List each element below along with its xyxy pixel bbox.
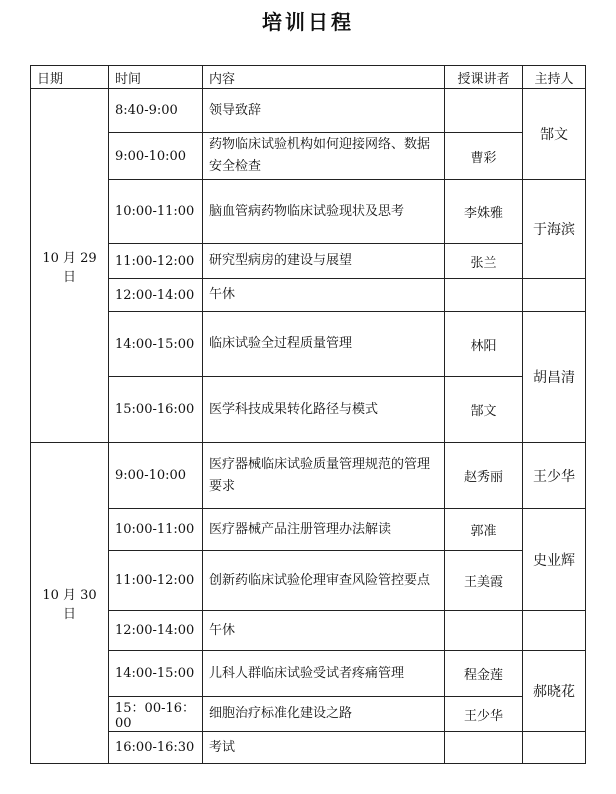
time-cell: 11:00-12:00 [109,551,203,611]
host-cell [523,279,586,312]
time-cell: 14:00-15:00 [109,312,203,377]
time-cell: 9:00-10:00 [109,133,203,180]
table-header-row [31,66,586,89]
host-cell: 郝晓花 [523,651,586,732]
table-row [31,732,586,764]
table-row [31,377,586,443]
topic-cell: 脑血管病药物临床试验现状及思考 [203,180,445,244]
time-cell: 16:00-16:30 [109,732,203,764]
header-time: 时间 [109,66,203,89]
host-cell: 胡昌清 [523,312,586,443]
topic-cell: 领导致辞 [203,89,445,133]
topic-cell: 儿科人群临床试验受试者疼痛管理 [203,651,445,697]
header-content: 内容 [203,66,445,89]
topic-cell: 午休 [203,279,445,312]
host-cell [523,611,586,651]
host-cell: 于海滨 [523,180,586,279]
speaker-cell [445,732,523,764]
table-row [31,509,586,551]
time-cell: 10:00-11:00 [109,509,203,551]
page-title: 培训日程 [262,10,354,34]
speaker-cell [445,611,523,651]
table-row [31,312,586,377]
header-date: 日期 [31,66,109,89]
speaker-cell: 张兰 [445,244,523,279]
time-cell: 11:00-12:00 [109,244,203,279]
topic-cell: 临床试验全过程质量管理 [203,312,445,377]
table-row [31,279,586,312]
date-cell: 10 月 29 日 [31,89,109,443]
table-row [31,551,586,611]
topic-cell: 午休 [203,611,445,651]
speaker-cell: 曹彩 [445,133,523,180]
table-row [31,180,586,244]
host-cell: 王少华 [523,443,586,509]
speaker-cell: 赵秀丽 [445,443,523,509]
table-row [31,697,586,732]
time-cell: 15：00-16：00 [109,697,203,732]
host-cell [523,732,586,764]
speaker-cell [445,279,523,312]
host-cell: 郜文 [523,89,586,180]
header-speaker: 授课讲者 [445,66,523,89]
time-cell: 12:00-14:00 [109,279,203,312]
table-row [31,89,586,133]
speaker-cell: 郜文 [445,377,523,443]
speaker-cell: 郭准 [445,509,523,551]
host-cell: 史业辉 [523,509,586,611]
topic-cell: 药物临床试验机构如何迎接网络、数据安全检查 [203,133,445,180]
speaker-cell: 王少华 [445,697,523,732]
date-cell: 10 月 30 日 [31,443,109,764]
table-row [31,651,586,697]
time-cell: 9:00-10:00 [109,443,203,509]
table-row [31,611,586,651]
speaker-cell [445,89,523,133]
topic-cell: 研究型病房的建设与展望 [203,244,445,279]
speaker-cell: 王美霞 [445,551,523,611]
table-row [31,443,586,509]
topic-cell: 医学科技成果转化路径与模式 [203,377,445,443]
time-cell: 10:00-11:00 [109,180,203,244]
time-cell: 12:00-14:00 [109,611,203,651]
speaker-cell: 程金莲 [445,651,523,697]
topic-cell: 医疗器械产品注册管理办法解读 [203,509,445,551]
table-row [31,133,586,180]
time-cell: 15:00-16:00 [109,377,203,443]
time-cell: 14:00-15:00 [109,651,203,697]
topic-cell: 考试 [203,732,445,764]
table-row [31,244,586,279]
time-cell: 8:40-9:00 [109,89,203,133]
topic-cell: 细胞治疗标准化建设之路 [203,697,445,732]
speaker-cell: 李姝雅 [445,180,523,244]
header-host: 主持人 [523,66,586,89]
schedule-table [30,65,586,764]
topic-cell: 创新药临床试验伦理审查风险管控要点 [203,551,445,611]
topic-cell: 医疗器械临床试验质量管理规范的管理要求 [203,443,445,509]
speaker-cell: 林阳 [445,312,523,377]
